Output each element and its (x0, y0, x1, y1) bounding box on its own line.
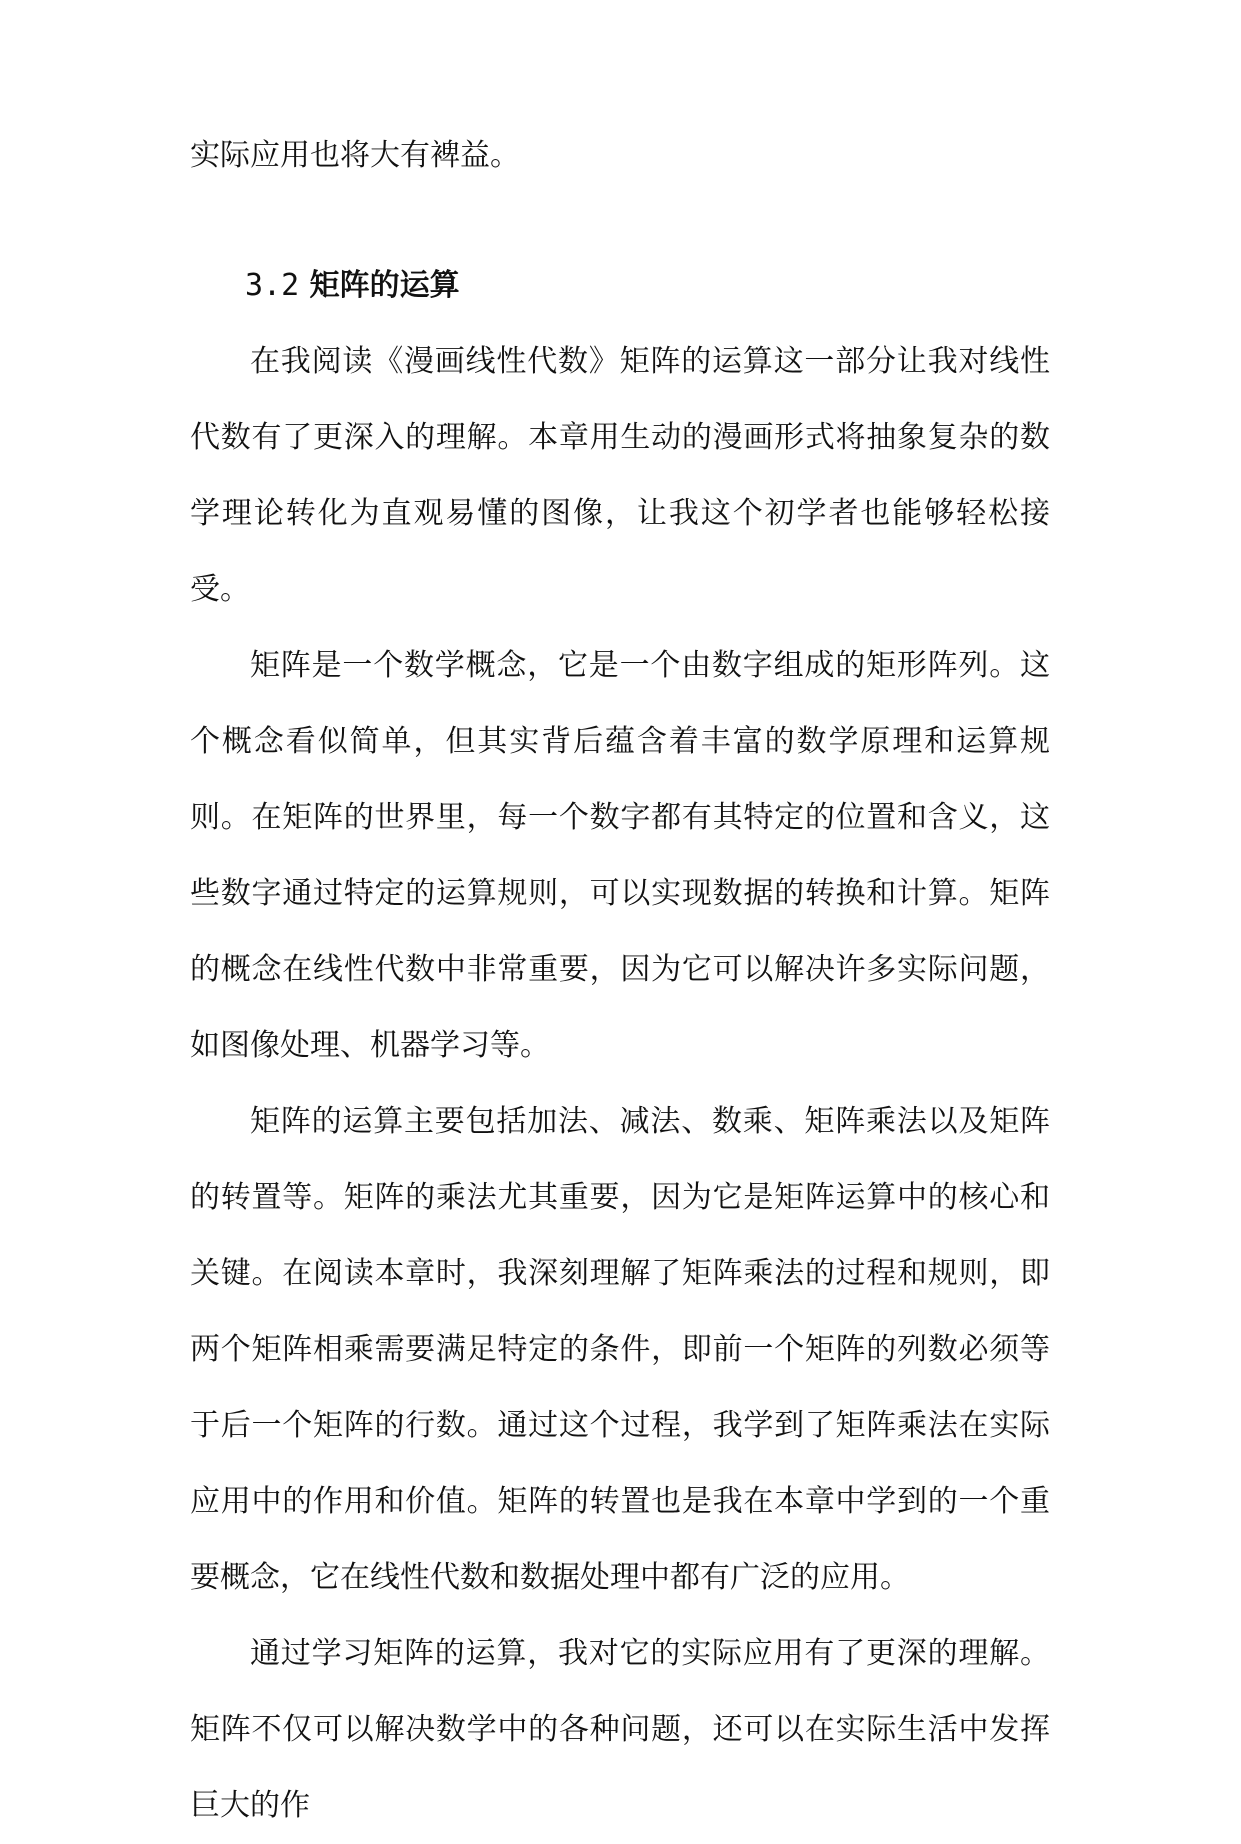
paragraph-2: 矩阵是一个数学概念，它是一个由数字组成的矩形阵列。这个概念看似简单，但其实背后蕴含着丰富的数学原理和运算规则。在矩阵的世界里，每一个数字都有其特定的位置和含义，这些数字通过特定的运算规则，可以实现数据的转换和计算。矩阵的概念在线性代数中非常重要，因为它可以解决许多实际问题，如图像处理、机器学习等。 (190, 648, 1050, 1063)
section-number: 3.2 (245, 268, 300, 303)
section-heading (190, 248, 1050, 324)
paragraph-3: 矩阵的运算主要包括加法、减法、数乘、矩阵乘法以及矩阵的转置等。矩阵的乘法尤其重要，因为它是矩阵运算中的核心和关键。在阅读本章时，我深刻理解了矩阵乘法的过程和规则，即两个矩阵相乘需要满足特定的条件，即前一个矩阵的列数必须等于后一个矩阵的行数。通过这个过程，我学到了矩阵乘法在实际应用中的作用和价值。矩阵的转置也是我在本章中学到的一个重要概念，它在线性代数和数据处理中都有广泛的应用。 (190, 1104, 1050, 1595)
section-title: 矩阵的运算 (309, 268, 460, 303)
section-spacer (190, 194, 1050, 248)
body-text (190, 118, 1050, 1844)
continuation-paragraph: 实际应用也将大有裨益。 (190, 138, 520, 173)
paragraph-4: 通过学习矩阵的运算，我对它的实际应用有了更深的理解。矩阵不仅可以解决数学中的各种问题，还可以在实际生活中发挥巨大的作 (190, 1636, 1050, 1823)
paragraph-1: 在我阅读《漫画线性代数》矩阵的运算这一部分让我对线性代数有了更深入的理解。本章用生动的漫画形式将抽象复杂的数学理论转化为直观易懂的图像，让我这个初学者也能够轻松接受。 (190, 344, 1050, 607)
